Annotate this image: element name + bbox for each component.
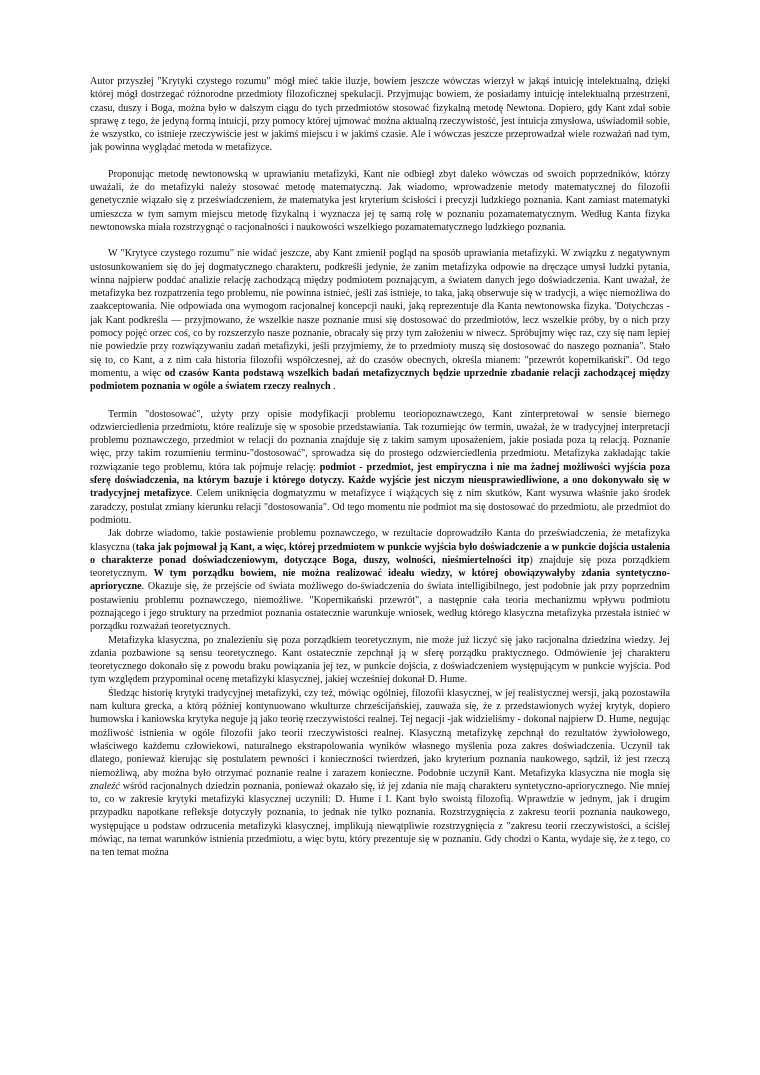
paragraph-3-bold: od czasów Kanta podstawą wszelkich badań metafizycznych będzie uprzednie zbadanie relacji zachodzącej między podmiotem poznania w ogóle a światem rzeczy realnych [90,367,670,393]
paragraph-4 [90,408,670,528]
paragraph-5-text-b: ) znajduje się poza porządkiem teoretycznym. [90,554,670,580]
paragraph-2: Proponując metodę newtonowską w uprawianiu metafizyki, Kant nie odbiegł zbyt daleko wówczas od swoich poprzedników, którzy uważali, że do metafizyki należy stosować metodę matematyczną. Jak wiadomo, wprowadzenie metody matematycznej do filozofii genetycznie wiązało się z przeświadczeniem, że matematyka jest kryterium ścisłości i precyzji ludzkiego poznania. Kant zamiast matematyki umieszcza w tym samym miejscu metodę fizykalną i wyznacza jej tę samą rolę w poznaniu pozamatematycznym. Według Kanta fizyka newtonowska miała rozstrzygnąć o racjonalności i naukowości wszelkiego pozamatematycznego ludzkiego poznania. [90,168,670,233]
paragraph-7-text-b: wśród racjonalnych dziedzin poznania, ponieważ okazało się, iż jej zdania nie mają charakteru syntetyczno-apriorycznego. Nie mniej to, co w zakresie krytyki metafizyki klasycznej uczynili: D. Hume i I. Kant było swoistą filozofią. Wprawdzie w jednym, jak i drugim przypadku napotkane refleksje dotyczyły poznania, to jednak nie tylko poznania. Rozstrzygnięcia z zakresu teorii poznania naukowego, występujące u podstaw odrzucenia metafizyki klasycznej, implikują niewątpliwie rozstrzygnięcia z "zakresu teorii rzeczywistości, a ściślej mówiąc, na temat warunków istnienia przedmiotu, a więc bytu, który prezentuje się w poznaniu. Gdy chodzi o Kanta, wydaje się, że z tego, co na ten temat można [90,780,670,859]
paragraph-1: Autor przyszłej "Krytyki czystego rozumu" mógł mieć takie iluzje, bowiem jeszcze wówczas wierzył w jakąś intuicję intelektualną, dzięki której mógł dostrzegać różnorodne przedmioty filozoficznej spekulacji. Przyjmując bowiem, że posiadamy intuicję intelektualną przestrzeni, czasu, duszy i Boga, można było w dalszym ciągu do tych przedmiotów stosować fizykalną metodę Newtona. Dopiero, gdy Kant zdał sobie sprawę z tego, że jedyną formą intuicji, przy pomocy której ujmować można aktualną rzeczywistość, jest intuicja zmysłowa, uświadomił sobie, że wszystko, co istnieje rzeczywiście jest w jakimś miejscu i w jakimś czasie. Ale i wówczas jeszcze przeprowadzał wiele rozważań nad tym, jak powinna wyglądać metoda w metafizyce. [90,76,670,154]
paragraph-5-text-a: Jak dobrze wiadomo, takie postawienie problemu poznawczego, w rezultacie doprowadziło Kanta do przeświadczenia, że metafizyka klasyczna ( [90,528,670,553]
paragraph-5-bold-b: W tym porządku bowiem, nie można realizować ideału wiedzy, w której obowiązywałyby zdania syntetyczno-aprioryczne [90,568,670,593]
paragraph-4-end: . Celem uniknięcia dogmatyzmu w metafizyce i wiążących się z nim skutków, Kant wysuwa właśnie jako środek zaradczy, postulat zmiany kierunku relacji "dostosowania". Od tego momentu nie podmiot ma się dostosować do przedmiotu, ale przedmiot do podmiotu. [90,488,670,526]
paragraph-3-end: . [330,381,336,393]
paragraph-7 [90,687,670,860]
document-page [90,75,670,860]
paragraph-7-italic: znaleźć [90,780,120,792]
paragraph-3 [90,247,670,393]
paragraph-5-bold-a: taka jak pojmował ją Kant, a więc, której przedmiotem w punkcie wyjścia było doświadczenie a w punkcie dojścia ustalenia o charakterze ponad doświadczeniowym, dotyczące Boga, duszy, wolności, nieśmiertelności itp [90,541,670,566]
paragraph-5 [90,527,670,633]
paragraph-3-text: W "Krytyce czystego rozumu" nie widać jeszcze, aby Kant zmienił pogląd na sposób uprawiania metafizyki. W związku z negatywnym ustosunkowaniem się do jej dogmatycznego charakteru, podkreśli jedynie, że zanim metafizyka odpowie na dręczące umysł ludzki pytania, winna najpierw poddać analizie relację zachodzącą między podmiotem poznającym, a światem danych jego doświadczenia. Kant uważał, że metafizyka bez rozpatrzenia tego problemu, nie powinna istnieć, jeśli zaś istnieje, to taka, jaką obserwuje się w tradycji, a więc niemożliwa do zaakceptowania. Nie odpowiada ona wymogom racjonalnej koncepcji nauki, jaką reprezentuje dla Kanta newtonowska fizyka. 'Dotychczas - jak Kant podkreśla — przyjmowano, że wszelkie nasze poznanie musi się dostosować do przedmiotów, lecz wszelkie próby, by o nich przy pomocy pojęć orzec coś, co by rozszerzyło nasze poznanie, obracały się przy tym założeniu w niwecz. Spróbujmy więc raz, czy się nam lepiej nie powiedzie przy rozwiązywaniu zadań metafizyki, jeśli przyjmiemy, że to przedmioty muszą się dostosować do naszego poznania". Stało się to, co Kant, a z nim cała historia filozofii współczesnej, aż do czasów obecnych, określa mianem: "przewrót kopernikański". Od tego momentu, a więc [90,248,670,379]
paragraph-6: Metafizyka klasyczna, po znalezieniu się poza porządkiem teoretycznym, nie może już liczyć się jako racjonalna dziedzina wiedzy. Jej zdania pozbawione są sensu teoretycznego. Kant ostatecznie zepchnął ją w sferę porządku praktycznego. Odmówienie jej charakteru teoretycznego dokonało się z powodu braku powiązania jej tez, w punkcie dojścia, z doświadczeniem występującym w punkcie wyjścia. Pod tym względem przypominał ocenę metafizyki klasycznej, jakiej wcześniej dokonał D. Hume. [90,634,670,686]
paragraph-5-text-c: . Okazuje się, że przejście od świata możliwego do-świadczenia do świata intelligibilnego, jest podobnie jak przy poprzednim postawieniu problemu poznawczego, niemożliwe. "Kopernikański przewrót", a następnie cała teoria mechanizmu wpływu podmiotu poznającego i jego struktury na przedmiot poznania ostatecznie warunkuje wniosek, według którego klasyczna metafizyka przestała istnieć w porządku rozważań teoretycznych. [90,581,670,633]
paragraph-7-text-a: Śledząc historię krytyki tradycyjnej metafizyki, czy też, mówiąc ogólniej, filozofii klasycznej, w jej realistycznej wersji, jaką pozostawiła nam kultura grecka, a którą później kontynuowano wkulturze chrześcijańskiej, zauważa się, że z przedstawionych wyżej krytyk, dopiero humowska i kaniowska krytyka neguje ją jako teorię rzeczywistości realnej. Tej negacji -jak widzieliśmy - dokonał najpierw D. Hume, negując możliwość istnienia w ogóle filozofii jako teorii rzeczywistości realnej. Klasyczną metafizykę zepchnął do rezultatów żywiołowego, właściwego każdemu człowiekowi, naturalnego ekstrapolowania wyników własnego myślenia poza zakres doświadczenia. Uczynił tak dlatego, ponieważ kierując się postulatem pewności i konieczności twierdzeń, jako kryterium poznania naukowego, sądził, iż jest rzeczą niemożliwą, aby można było otrzymać poznanie realne i zarazem konieczne. Podobnie uczynił Kant. Metafizyka klasyczna nie mogła się [90,687,670,779]
paragraph-4-text: Termin "dostosować", użyty przy opisie modyfikacji problemu teoriopoznawczego, Kant zinterpretował w sensie biernego odzwierciedlenia przedmiotu, które realizuje się w sposobie przedstawiania. Tak rozumiejąc ów termin, uważał, że w tradycyjnej interpretacji problemu poznawczego, przedmiot w relacji do poznania znajduje się z takim samym uposażeniem, jakie posiada poza tą relacją. Poznanie więc, przy takim rozumieniu terminu-"dostosować", sprowadza się do prostego odzwierciedlenia przedmiotu. Metafizyka zakładając takie rozwiązanie tego problemu, która tak pojmuje relację: [90,408,670,473]
paragraph-4-bold: podmiot - przedmiot, jest empiryczna i nie ma żadnej możliwości wyjścia poza sferę doświadczenia, na którym bazuje i którego dotyczy. Każde wyjście jest niczym nieusprawiedliwione, a ono dokonywało się w tradycyjnej metafizyce [90,461,670,500]
